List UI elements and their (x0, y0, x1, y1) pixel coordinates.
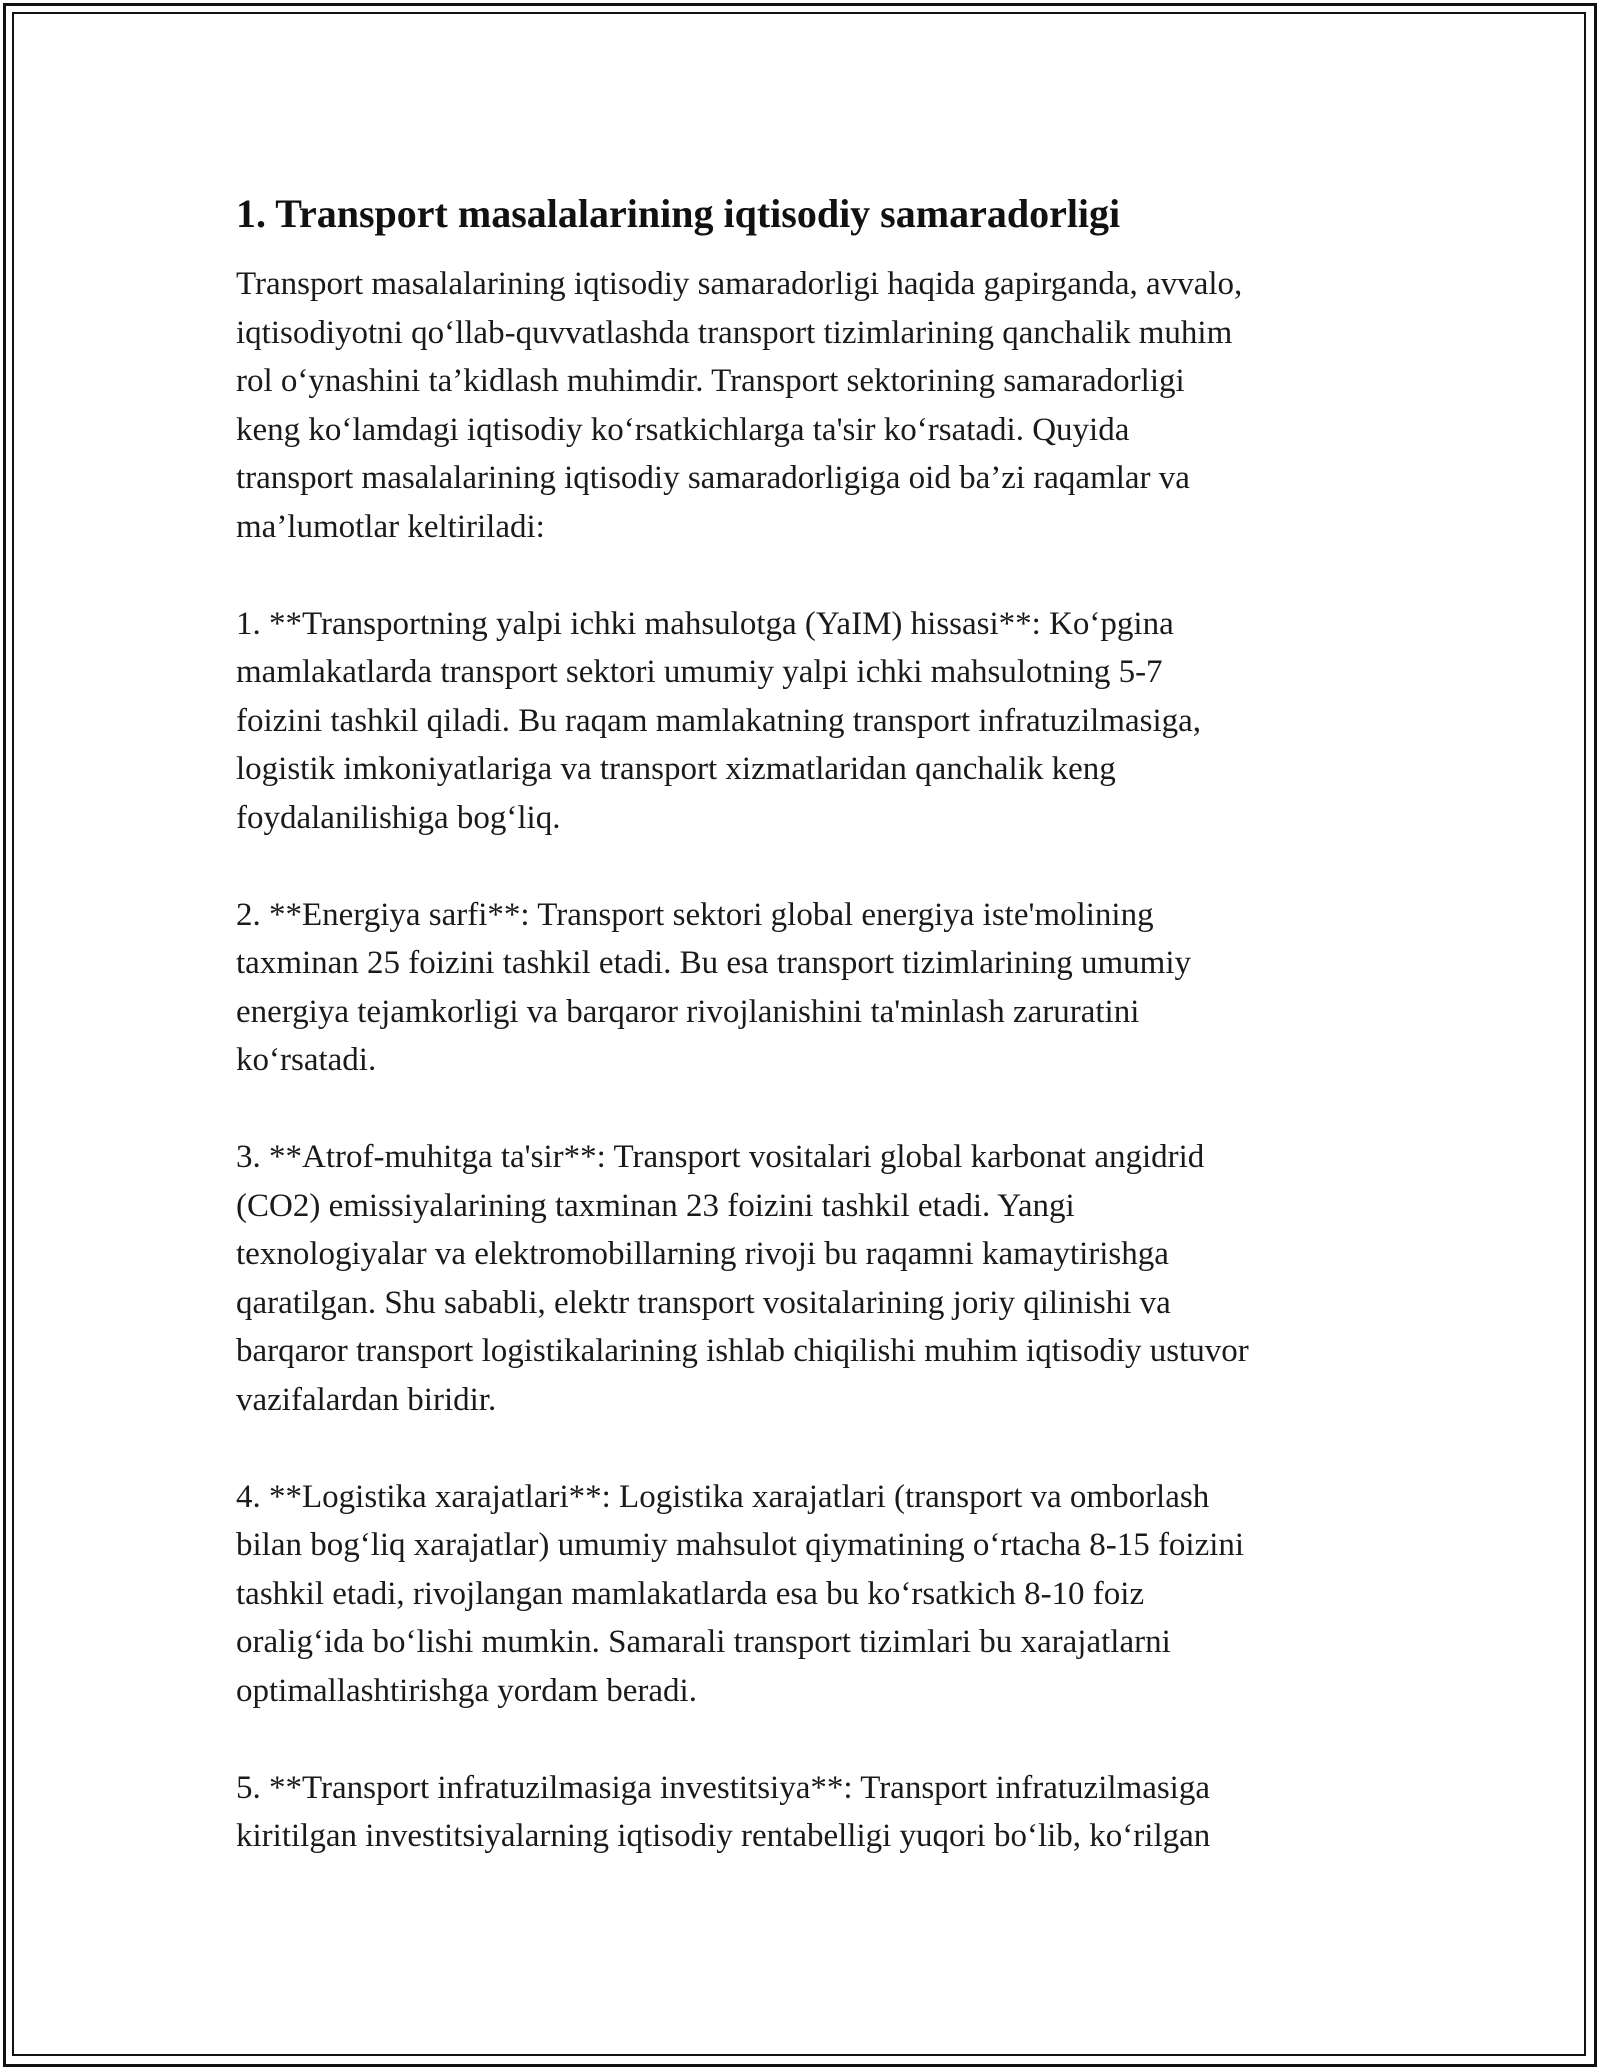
document-body (236, 186, 1376, 1861)
list-item-energy-consumption: 2. **Energiya sarfi**: Transport sektori global energiya iste'molining taxminan 25 foizini tashkil etadi. Bu esa transport tizimlarining umumiy energiya tejamkorligi va barqaror rivojlanishini ta'minlash zaruratini ko‘rsatadi. (236, 896, 1191, 1078)
list-item-infrastructure-investment: 5. **Transport infratuzilmasiga investitsiya**: Transport infratuzilmasiga kiritilgan investitsiyalarning iqtisodiy rentabelligi yuqori bo‘lib, ko‘rilgan (236, 1769, 1211, 1854)
intro-paragraph: Transport masalalarining iqtisodiy samaradorligi haqida gapirganda, avvalo, iqtisodiyotni qo‘llab-quvvatlashda transport tizimlarining qanchalik muhim rol o‘ynashini ta’kidlash muhimdir. Transport sektorining samaradorligi keng ko‘lamdagi iqtisodiy ko‘rsatkichlarga ta'sir ko‘rsatadi. Quyida transport masalalarining iqtisodiy samaradorligiga oid ba’zi raqamlar va ma’lumotlar keltiriladi: (236, 266, 1243, 545)
list-item-environmental-impact: 3. **Atrof-muhitga ta'sir**: Transport vositalari global karbonat angidrid (CO2) emissiyalarining taxminan 23 foizini tashkil etadi. Yangi texnologiyalar va elektromobillarning rivoji bu raqamni kamaytirishga qaratilgan. Shu sababli, elektr transport vositalarining joriy qilinishi va barqaror transport logistikalarining ishlab chiqilishi muhim iqtisodiy ustuvor vazifalardan biridir. (236, 1139, 1249, 1418)
list-item-yaim-share: 1. **Transportning yalpi ichki mahsulotga (YaIM) hissasi**: Ko‘pgina mamlakatlarda transport sektori umumiy yalpi ichki mahsulotning 5-7 foizini tashkil qiladi. Bu raqam mamlakatning transport infratuzilmasiga, logistik imkoniyatlariga va transport xizmatlaridan qanchalik keng foydalanilishiga bog‘liq. (236, 605, 1202, 836)
section-heading: 1. Transport masalalarining iqtisodiy samaradorligi (236, 191, 1121, 236)
list-item-logistics-costs: 4. **Logistika xarajatlari**: Logistika xarajatlari (transport va omborlash bilan bog‘liq xarajatlar) umumiy mahsulot qiymatining o‘rtacha 8-15 foizini tashkil etadi, rivojlangan mamlakatlarda esa bu ko‘rsatkich 8-10 foiz oralig‘ida bo‘lishi mumkin. Samarali transport tizimlari bu xarajatlarni optimallashtirishga yordam beradi. (236, 1478, 1245, 1709)
